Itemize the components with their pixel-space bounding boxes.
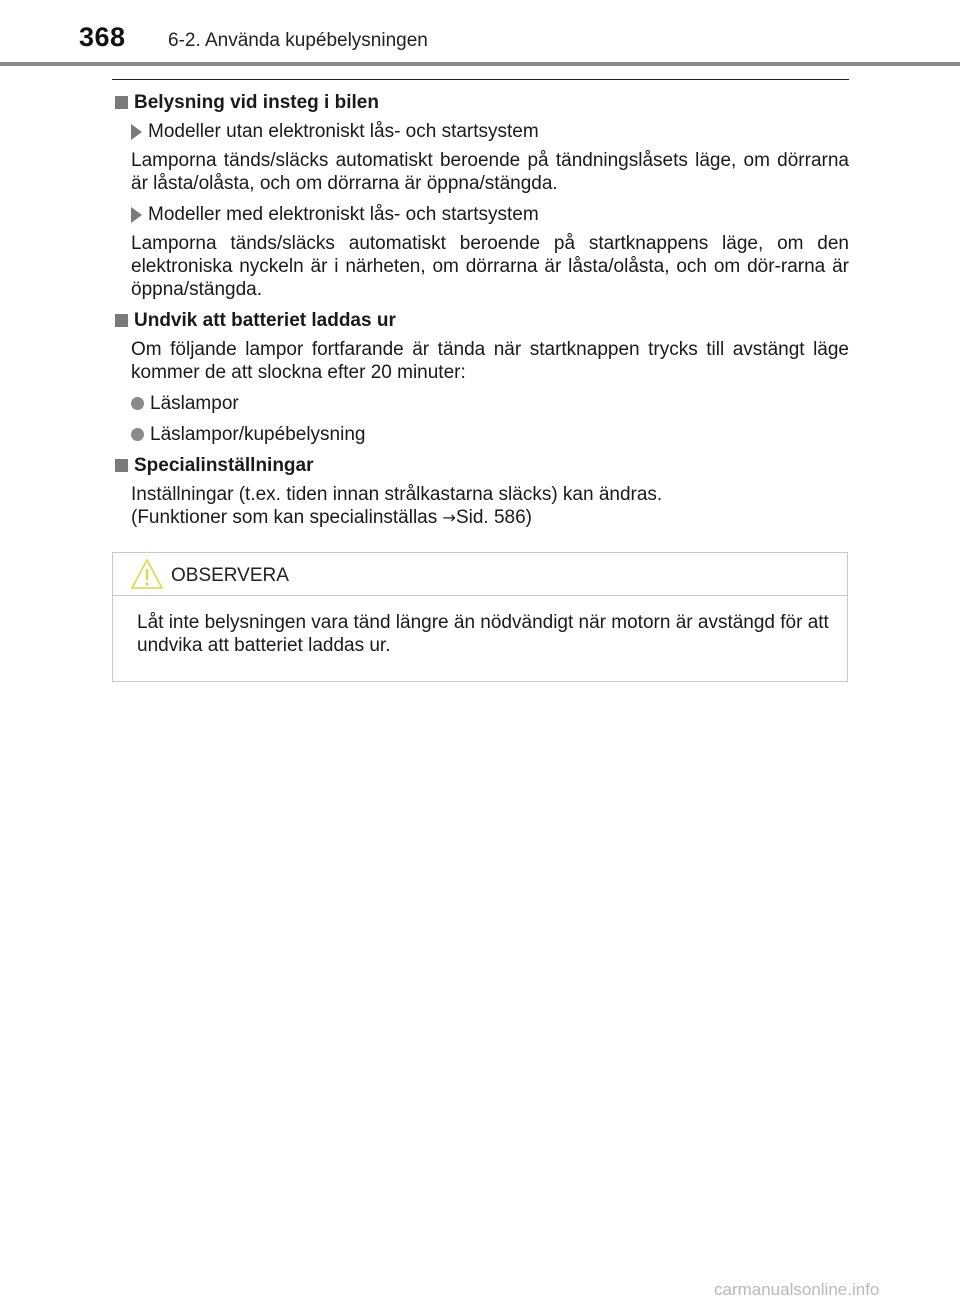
square-bullet-icon xyxy=(115,459,128,472)
heading-text: Specialinställningar xyxy=(134,455,314,476)
content-rule xyxy=(112,79,849,80)
circle-bullet-icon xyxy=(131,397,144,410)
warning-triangle-icon xyxy=(130,558,164,590)
list-item xyxy=(131,392,849,415)
list-item-text: Läslampor/kupébelysning xyxy=(150,424,366,445)
main-content xyxy=(112,91,849,529)
customization-ref-prefix: (Funktioner som kan specialinställas xyxy=(131,507,443,528)
square-bullet-icon xyxy=(115,314,128,327)
heading-text: Belysning vid insteg i bilen xyxy=(134,92,379,113)
square-bullet-icon xyxy=(115,96,128,109)
notice-header xyxy=(113,553,847,596)
list-item-text: Läslampor xyxy=(150,393,239,414)
notice-body: Låt inte belysningen vara tänd längre än nödvändigt när motorn är avstängd för att undvika att batteriet laddas ur. xyxy=(137,612,829,656)
notice-box xyxy=(112,552,848,682)
notice-title: OBSERVERA xyxy=(171,565,289,586)
variant-text: Modeller med elektroniskt lås- och startsystem xyxy=(148,204,539,225)
triangle-bullet-icon xyxy=(131,207,142,223)
triangle-bullet-icon xyxy=(131,124,142,140)
section-title: 6-2. Använda kupébelysningen xyxy=(168,30,428,51)
arrow-right-icon: → xyxy=(442,508,456,527)
watermark: carmanualsonline.info xyxy=(714,1280,880,1299)
model-variant-with-smart-key xyxy=(131,203,849,226)
section-heading-battery xyxy=(112,309,849,332)
paragraph: Lamporna tänds/släcks automatiskt beroende på startknappens läge, om den elektroniska nyckeln är i närheten, om dörrarna är låsta/olåsta, och om dör-rarna är öppna/stängda. xyxy=(131,233,849,300)
model-variant-without-smart-key xyxy=(131,120,849,143)
paragraph: Om följande lampor fortfarande är tända när startknappen trycks till avstängt läge kommer de att slockna efter 20 minuter: xyxy=(131,339,849,383)
circle-bullet-icon xyxy=(131,428,144,441)
heading-text: Undvik att batteriet laddas ur xyxy=(134,310,396,331)
section-heading-lighting xyxy=(112,91,849,114)
section-heading-customization xyxy=(112,454,849,477)
page-number: 368 xyxy=(79,22,126,52)
paragraph xyxy=(131,483,849,529)
header-rule xyxy=(0,62,960,66)
customization-line: Inställningar (t.ex. tiden innan strålkastarna släcks) kan ändras. xyxy=(131,484,663,505)
paragraph: Lamporna tänds/släcks automatiskt beroende på tändningslåsets läge, om dörrarna är låsta/olåsta, och om dörrarna är öppna/stängda. xyxy=(131,150,849,194)
page-reference-link[interactable]: Sid. 586) xyxy=(455,507,532,528)
variant-text: Modeller utan elektroniskt lås- och startsystem xyxy=(148,121,539,142)
list-item xyxy=(131,423,849,446)
